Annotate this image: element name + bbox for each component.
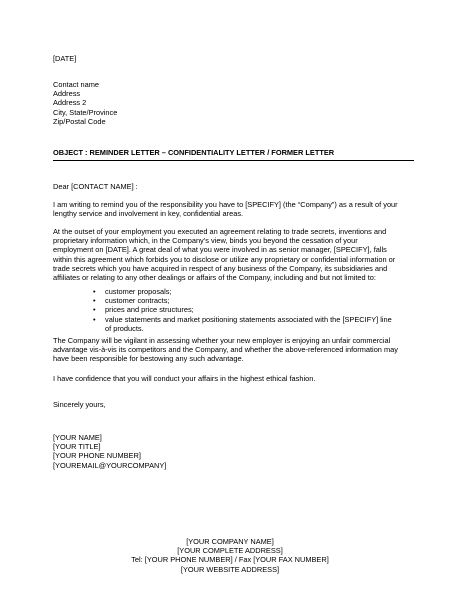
- bullet-marker: •: [93, 314, 96, 324]
- signature-name: [YOUR NAME]: [53, 433, 102, 442]
- paragraph-1-line: I am writing to remind you of the responsibility you have to [SPECIFY] (the “Company”) as a result of your: [53, 200, 398, 209]
- bullet-marker: •: [93, 305, 96, 315]
- object-underline: [53, 160, 414, 161]
- list-item-text: prices and price structures;: [105, 305, 194, 315]
- signature-title: [YOUR TITLE]: [53, 442, 101, 452]
- paragraph-4: [53, 374, 413, 383]
- list-item: [93, 305, 413, 314]
- paragraph-2-line: At the outset of your employment you executed an agreement relating to trade secrets, inventions and: [53, 227, 387, 236]
- paragraph-1-line: lengthy service and involvement in key, confidential areas.: [53, 209, 244, 219]
- footer-website: [YOUR WEBSITE ADDRESS]: [180, 564, 280, 574]
- bullet-marker: •: [93, 296, 96, 306]
- recipient-contact-name: Contact name: [53, 80, 100, 89]
- list-item: [93, 315, 413, 333]
- signature-phone: [YOUR PHONE NUMBER]: [53, 451, 141, 461]
- footer-phone-fax: Tel: [YOUR PHONE NUMBER] / Fax [YOUR FAX NUMBER]: [131, 555, 329, 565]
- date-line: [53, 54, 413, 63]
- signature-block: [53, 433, 413, 470]
- footer-address: [YOUR COMPLETE ADDRESS]: [177, 546, 283, 556]
- closing-text: Sincerely yours,: [53, 400, 106, 409]
- object-text: OBJECT : REMINDER LETTER – CONFIDENTIALITY LETTER / FORMER LETTER: [53, 148, 335, 157]
- closing: [53, 400, 413, 409]
- paragraph-2-line: employment on [DATE]. A great deal of what you were involved in as senior manager, [SPECIFY], falls: [53, 245, 387, 255]
- paragraph-2-line: trade secrets which you have acquired in respect of any business of the Company, its subsidiaries and: [53, 263, 388, 273]
- recipient-address: [53, 80, 413, 126]
- paragraph-2: [53, 227, 413, 282]
- paragraph-3-line: have been responsible for bestowing any such advantage.: [53, 354, 244, 364]
- salutation-text: Dear [CONTACT NAME] :: [53, 182, 138, 191]
- recipient-address-line-1: Address: [53, 89, 81, 99]
- recipient-zip: Zip/Postal Code: [53, 116, 106, 126]
- list-item-text: customer contracts;: [105, 296, 170, 306]
- paragraph-2-line: within this agreement which forbids you to disclose or utilize any proprietary or confidential information or: [53, 254, 396, 264]
- salutation: [53, 182, 413, 191]
- paragraph-3-line: The Company will be vigilant in assessing whether your new employer is enjoying an unfair commercial: [53, 336, 391, 345]
- recipient-city: City, State/Province: [53, 107, 118, 117]
- paragraph-1: [53, 200, 413, 218]
- list-item-text: customer proposals;: [105, 287, 172, 296]
- paragraph-3: [53, 336, 413, 364]
- object-heading: [53, 148, 413, 157]
- list-item-text: value statements and market positioning statements associated with the [SPECIFY] line: [105, 314, 392, 324]
- list-item: [93, 287, 413, 296]
- recipient-address-line-2: Address 2: [53, 98, 87, 108]
- date-text: [DATE]: [53, 54, 77, 63]
- bullet-marker: •: [93, 287, 96, 296]
- paragraph-2-line: affiliates or relating to any other dealings or affairs of the Company, including and but not limited to:: [53, 273, 376, 283]
- letterhead-footer: [0, 537, 460, 574]
- paragraph-2-line: proprietary information which, in the Company’s view, binds you beyond the cessation of your: [53, 236, 358, 246]
- signature-email: [YOUREMAIL@YOURCOMPANY]: [53, 460, 167, 470]
- list-item: [93, 296, 413, 305]
- bullet-list: [93, 287, 413, 333]
- footer-company-name: [YOUR COMPANY NAME]: [186, 537, 274, 546]
- list-item-text: of products.: [105, 323, 144, 333]
- paragraph-4-line: I have confidence that you will conduct your affairs in the highest ethical fashion.: [53, 374, 316, 383]
- paragraph-3-line: advantage vis-à-vis its competitors and the Company, and whether the above-referenced information may: [53, 345, 398, 355]
